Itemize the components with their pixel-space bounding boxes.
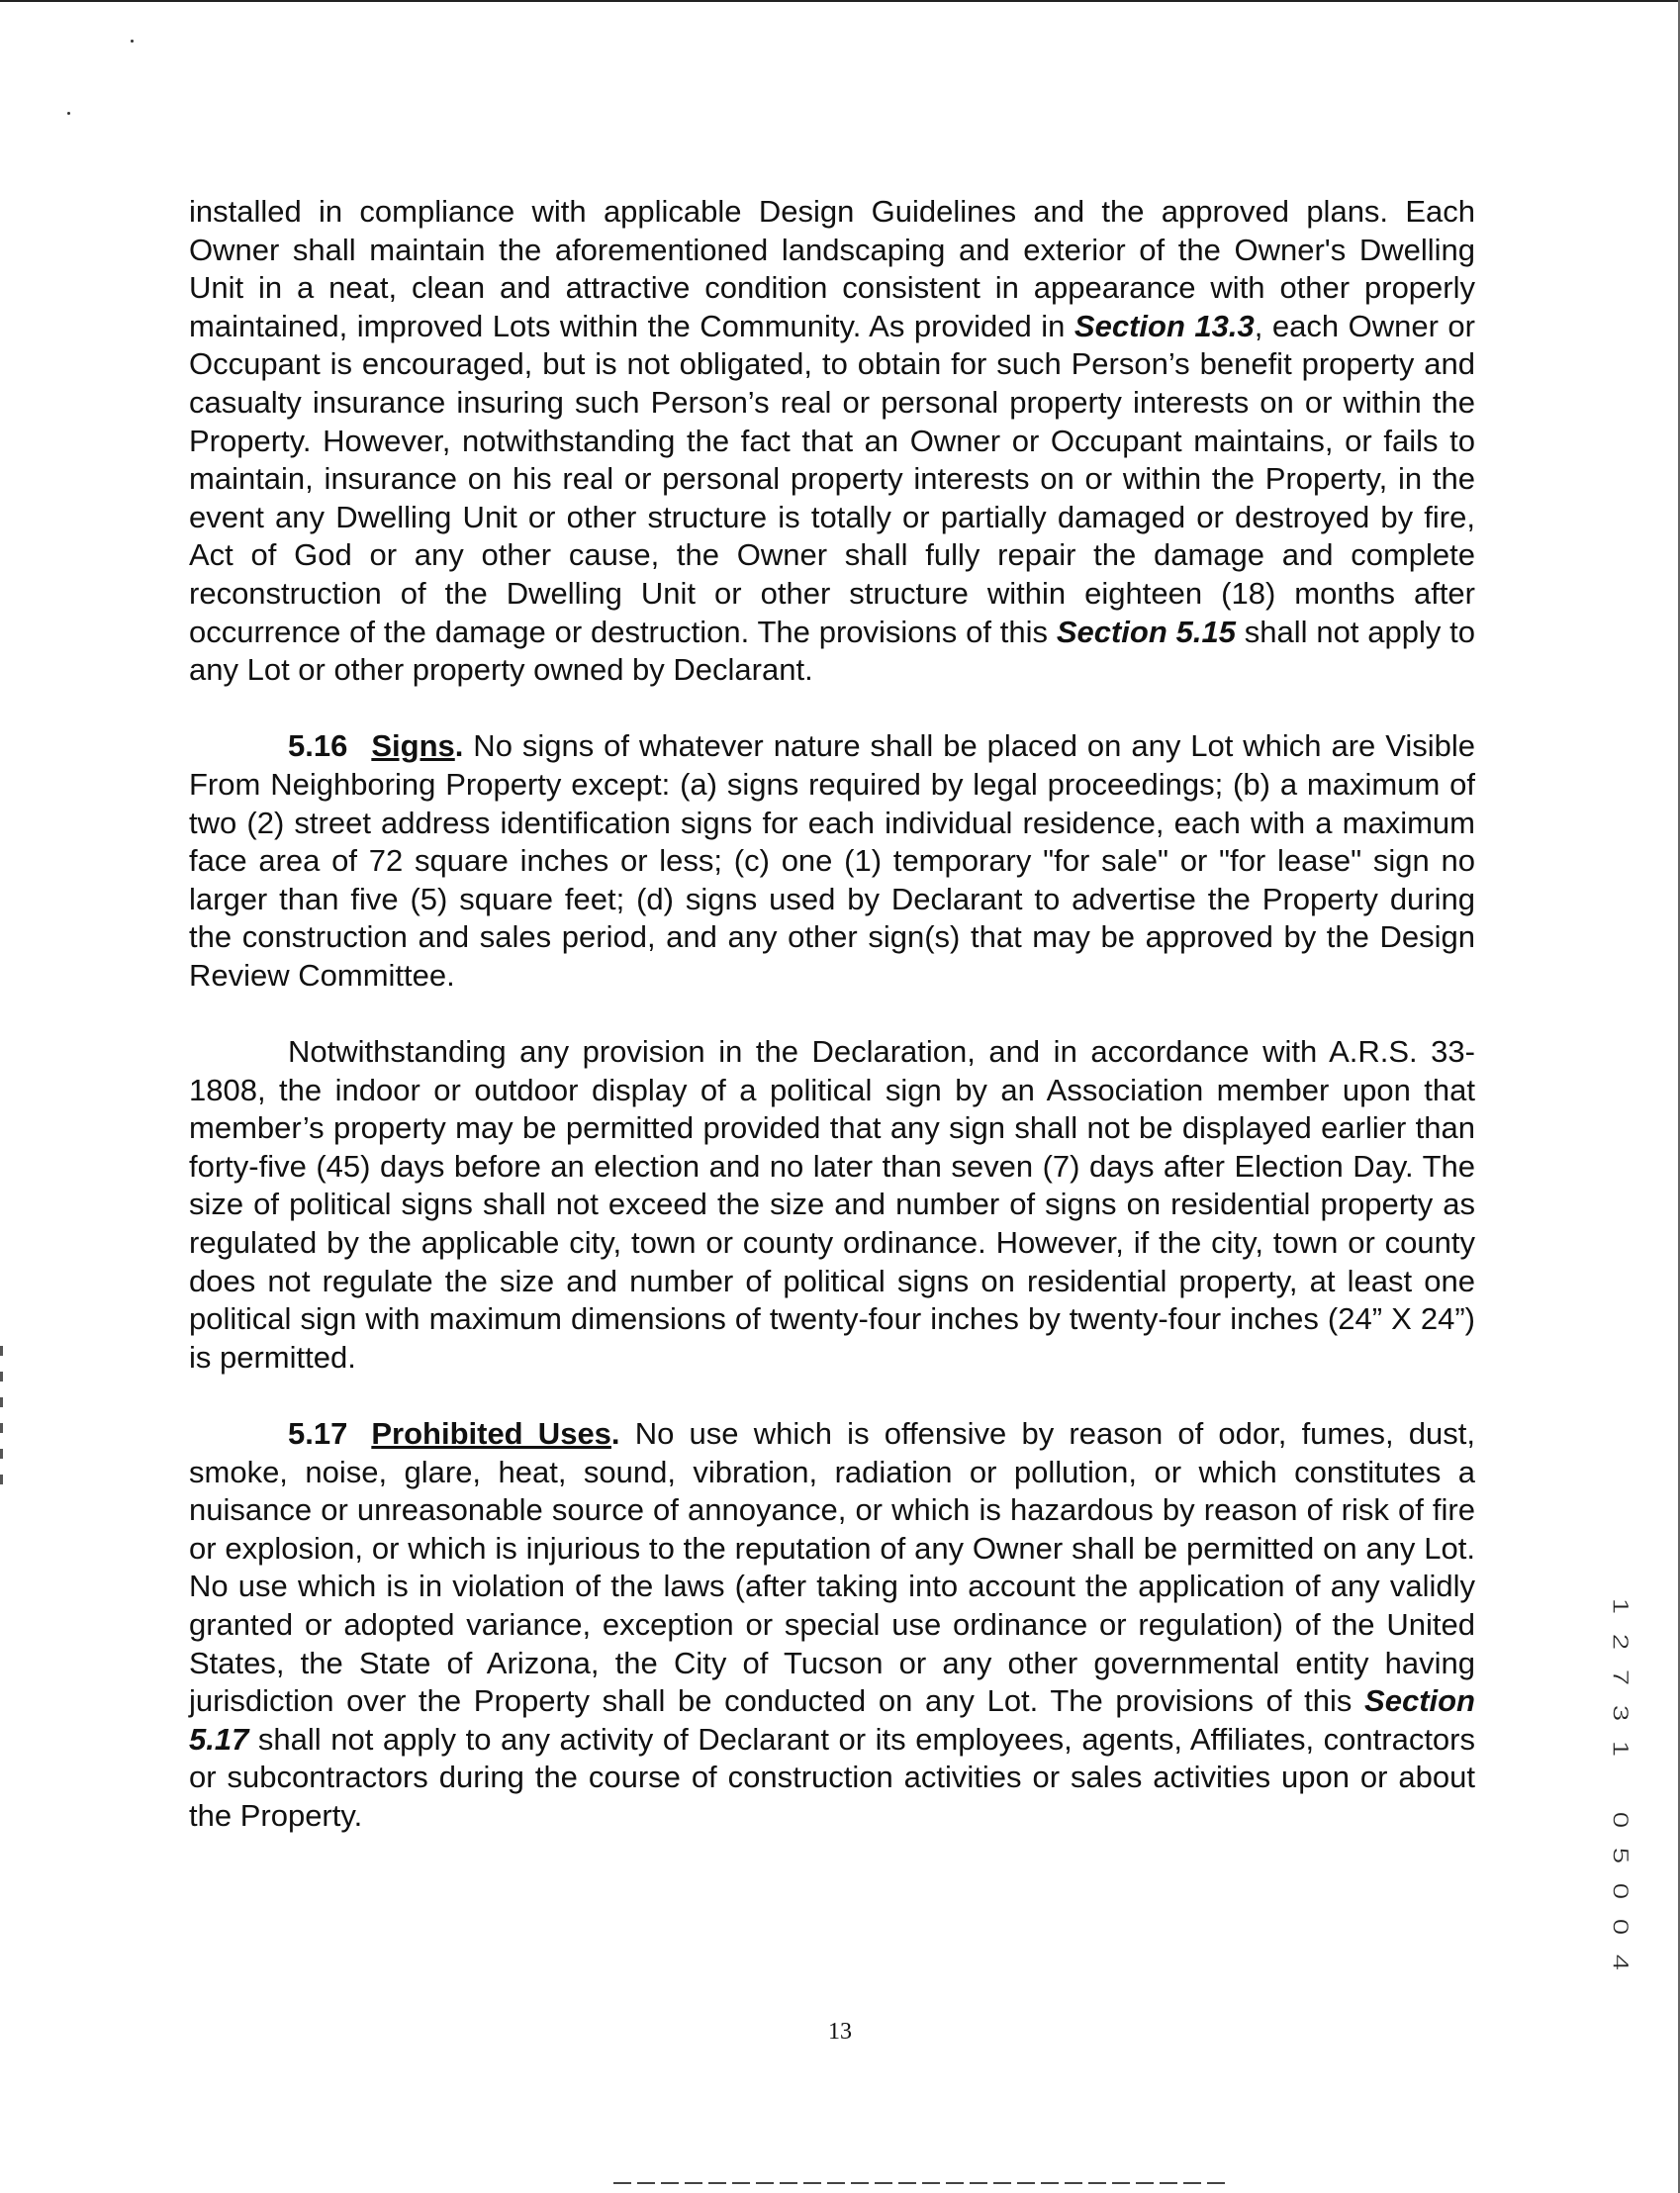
scan-speck bbox=[131, 40, 134, 43]
paragraph-political-signs bbox=[189, 1033, 1475, 1377]
paragraph-text: Notwithstanding any provision in the Declaration, and in accordance with A.R.S. 33-1808, the indoor or outdoor display of a political sign by an Association member upon that member’s property may be permitted provided that any sign shall not be displayed earlier than forty-five (45) days before an election and no later than seven (7) days after Election Day. The size of political signs shall not exceed the size and number of signs on residential property as regulated by the applicable city, town or county ordinance. However, if the city, town or county does not regulate the size and number of political signs on residential property, at least one political sign with maximum dimensions of twenty-four inches by twenty-four inches (24” X 24”) is permitted. bbox=[189, 1034, 1475, 1375]
stamp-digit: 1 bbox=[1608, 1597, 1633, 1615]
stamp-digit: 0 bbox=[1608, 1811, 1633, 1829]
section-number: 5.17 bbox=[288, 1416, 348, 1451]
paragraph-text: , each Owner or Occupant is encouraged, but is not obligated, to obtain for such Person’s benefit property and casualty insurance insuring such Person’s real or personal property interests on or within the Property. However, notwithstanding the fact that an Owner or Occupant maintains, or fails to maintain, insurance on his real or personal property interests on or within the Property, in the event any Dwelling Unit or other structure is totally or partially damaged or destroyed by fire, Act of God or any other cause, the Owner shall fully repair the damage and complete reconstruction of the Dwelling Unit or other structure within eighteen (18) months after occurrence of the damage or destruction. The provisions of this bbox=[189, 308, 1475, 649]
section-5-17-prohibited-uses bbox=[189, 1415, 1475, 1836]
section-title-period: . bbox=[454, 728, 464, 764]
section-number: 5.16 bbox=[288, 728, 348, 764]
stamp-digit: 0 bbox=[1608, 1918, 1633, 1936]
paragraph-landscaping-insurance bbox=[189, 193, 1475, 690]
paragraph-text: No signs of whatever nature shall be placed on any Lot which are Visible From Neighboring Property except: (a) signs required by legal proceedings; (b) a maximum of two (2) street address identification signs for each individual residence, each with a maximum face area of 72 square inches or less; (c) one (1) temporary "for sale" or "for lease" sign no larger than five (5) square feet; (d) signs used by Declarant to advertise the Property during the construction and sales period, and any other sign(s) that may be approved by the Design Review Committee. bbox=[189, 728, 1475, 993]
stamp-digit: 3 bbox=[1608, 1704, 1633, 1722]
section-title: Prohibited Uses bbox=[371, 1416, 611, 1451]
stamp-digit: 0 bbox=[1608, 1882, 1633, 1900]
stamp-digit: 2 bbox=[1608, 1633, 1633, 1651]
section-5-16-signs bbox=[189, 727, 1475, 995]
section-reference: Section 5.15 bbox=[1056, 614, 1236, 649]
scan-border-top bbox=[0, 0, 1680, 2]
paragraph-text: shall not apply to any activity of Declarant or its employees, agents, Affiliates, contractors or subcontractors during the course of construction activities or sales activities upon or about the Property. bbox=[189, 1721, 1475, 1833]
page-number: 13 bbox=[828, 2019, 852, 2045]
paragraph-text: No use which is offensive by reason of odor, fumes, dust, smoke, noise, glare, heat, sound, vibration, radiation or pollution, or which constitutes a nuisance or unreasonable source of annoyance, or which is hazardous by reason of risk of fire or explosion, or which is injurious to the reputation of any Owner shall be permitted on any Lot. No use which is in violation of the laws (after taking into account the application of any validly granted or adopted variance, exception or special use ordinance or regulation) of the United States, the State of Arizona, the City of Tucson or any other governmental entity having jurisdiction over the Property shall be conducted on any Lot. The provisions of this bbox=[189, 1416, 1475, 1719]
stamp-digit: 5 bbox=[1608, 1847, 1633, 1864]
scan-border-left bbox=[0, 1346, 3, 1494]
stamp-digit: 7 bbox=[1608, 1669, 1633, 1686]
stamp-digit: 1 bbox=[1608, 1740, 1633, 1758]
stamp-digit: 4 bbox=[1608, 1954, 1633, 1971]
paragraph-text: shall not apply to any Lot or other property owned by Declarant. bbox=[189, 614, 1476, 688]
paragraph-text: installed in compliance with applicable Design Guidelines and the approved plans. Each Owner shall maintain the aforementioned landscaping and exterior of the Owner's Dwelling Unit in a neat, clean and attractive condition consistent in appearance with other properly maintained, improved Lots within the Community. As provided in bbox=[189, 194, 1475, 343]
section-title-period: . bbox=[610, 1416, 620, 1451]
scan-speck bbox=[67, 112, 70, 115]
section-title: Signs bbox=[371, 728, 455, 764]
section-reference: Section 13.3 bbox=[1073, 308, 1255, 343]
section-reference: Section 5.17 bbox=[189, 1683, 1475, 1757]
document-body bbox=[189, 193, 1475, 1873]
recording-number-stamp bbox=[1595, 1588, 1644, 1980]
scan-border-bottom bbox=[613, 2182, 1227, 2184]
